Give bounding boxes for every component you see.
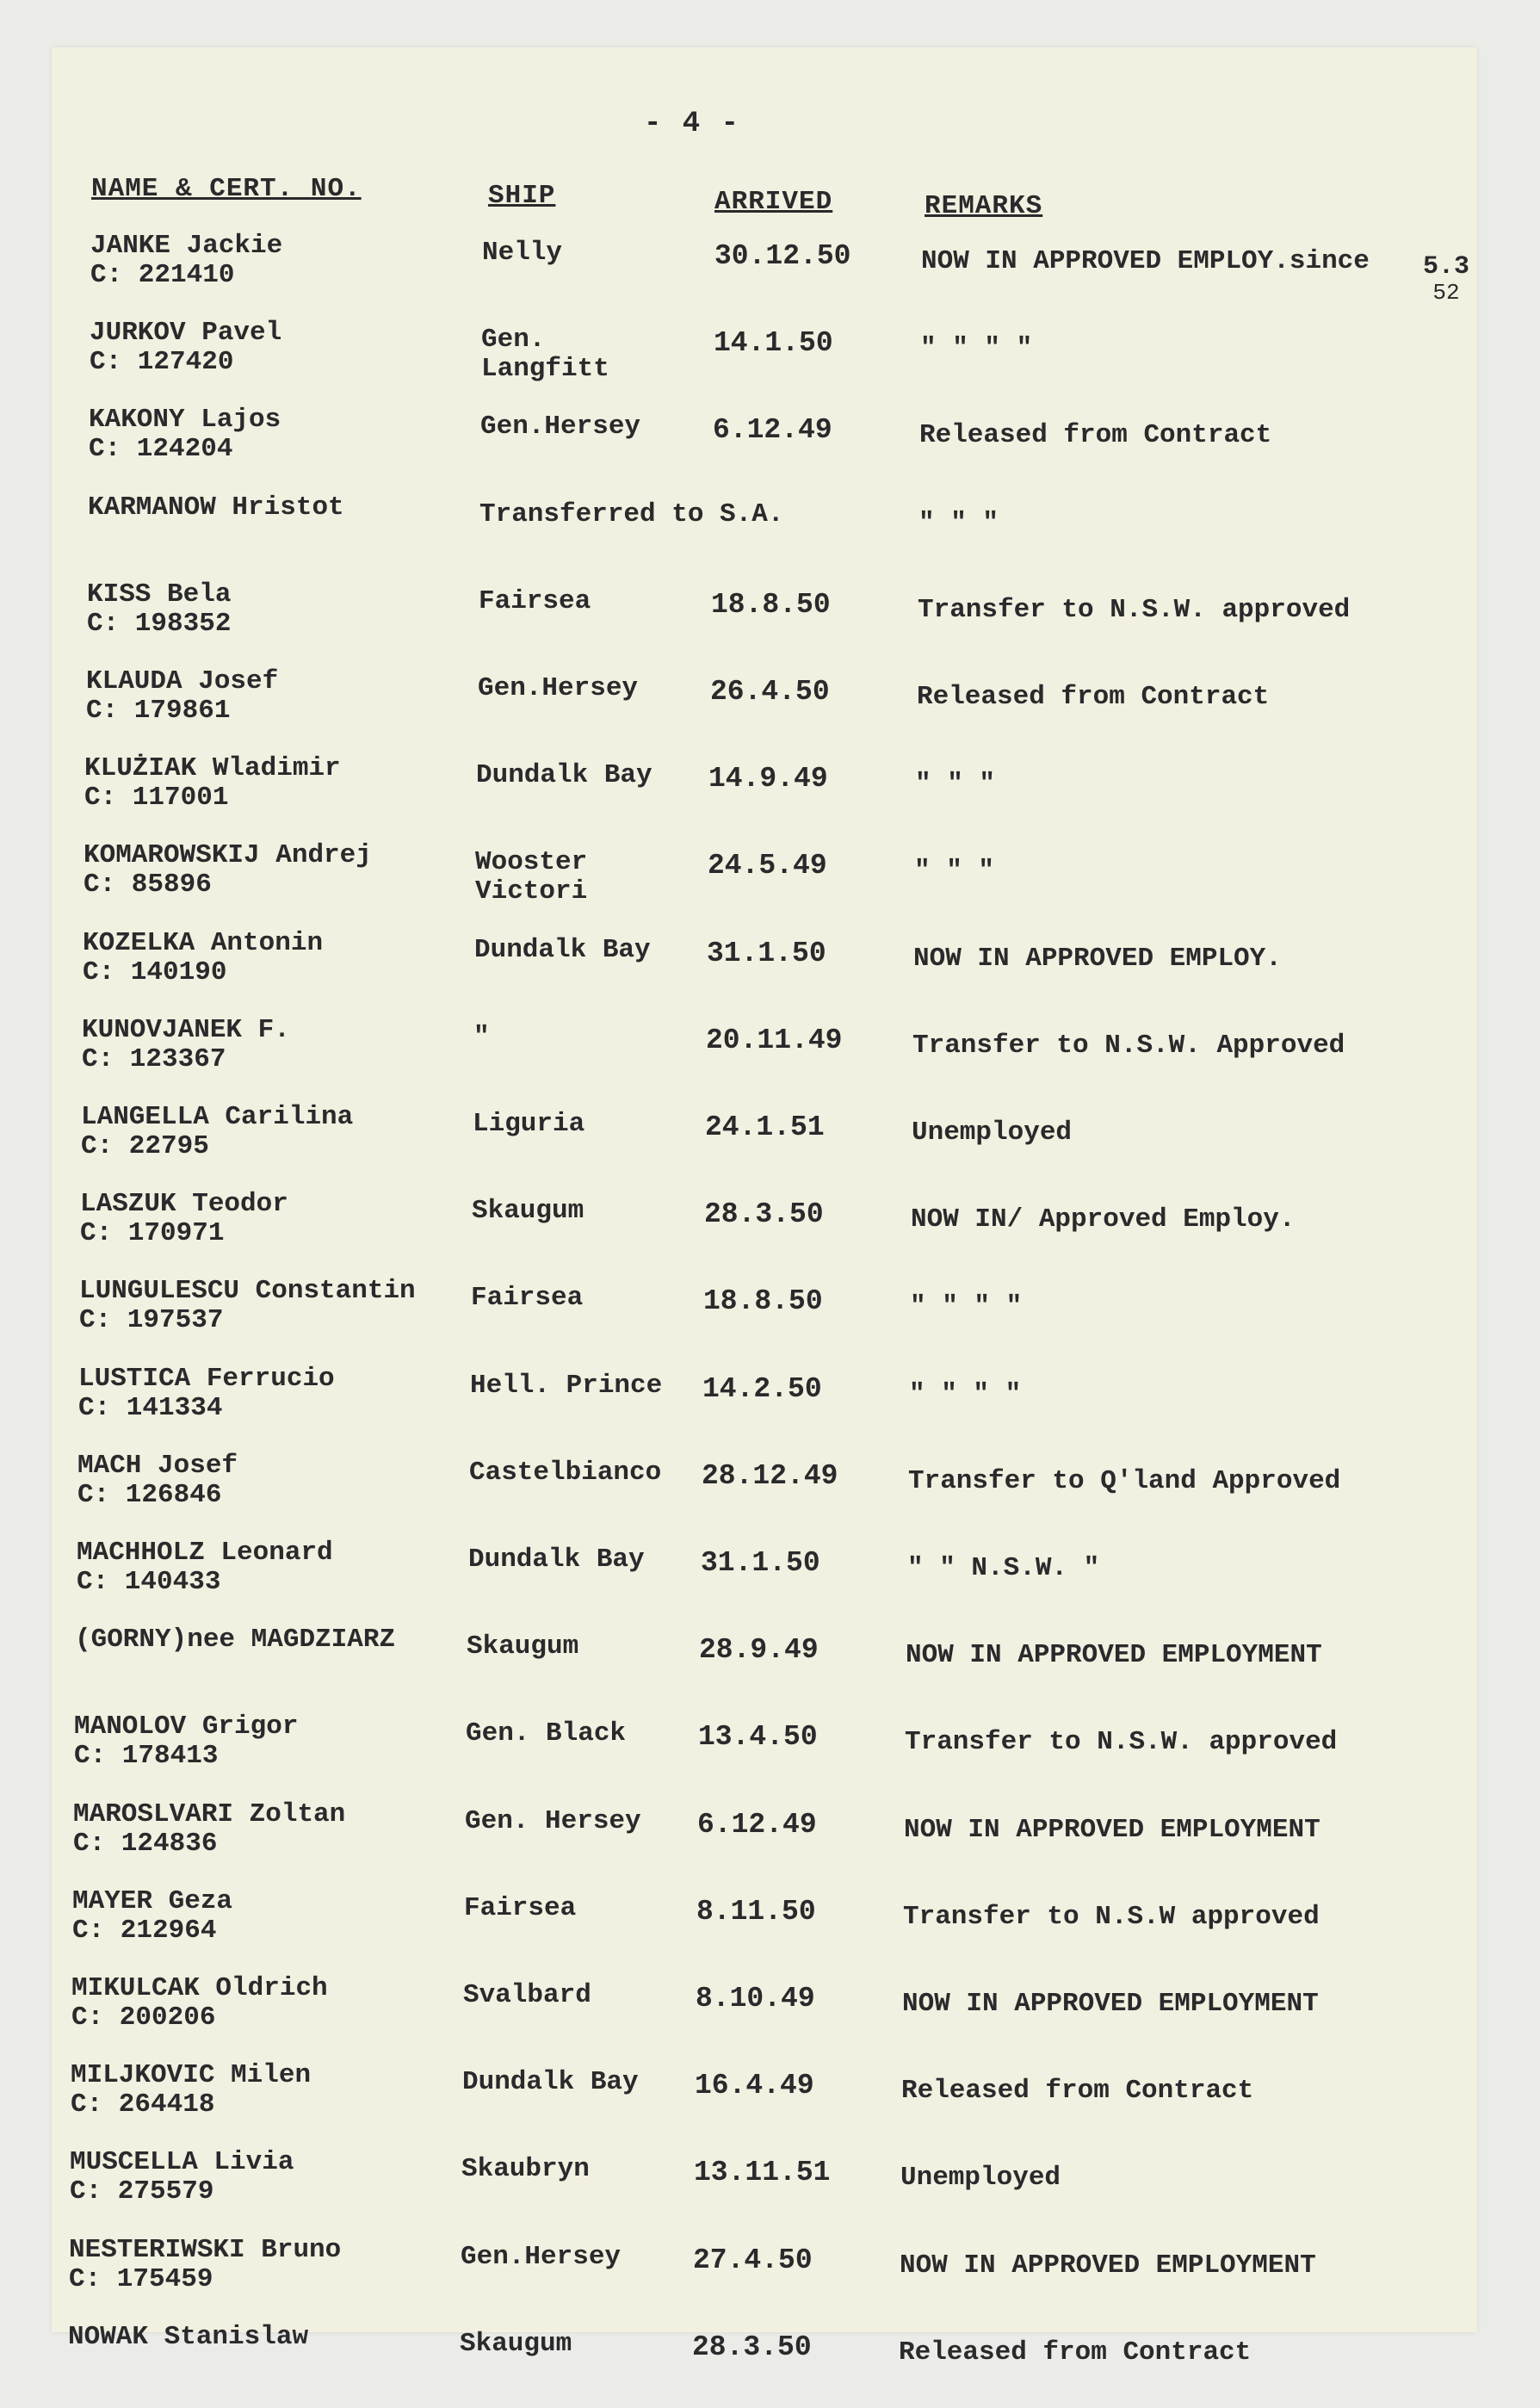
remarks: Released from Contract [901, 2076, 1254, 2106]
remarks: Unemployed [912, 1117, 1073, 1148]
ship-name: Fairsea [464, 1893, 577, 1923]
ship-name: Gen. Hersey [465, 1806, 641, 1836]
arrival-date: 16.4.49 [695, 2070, 814, 2102]
table-row [0, 1102, 1540, 1188]
table-row [0, 1451, 1540, 1537]
person-name: KOMAROWSKIJ Andrej [83, 840, 372, 870]
table-row [0, 1799, 1540, 1885]
certificate-number: C: 200206 [71, 2003, 216, 2033]
ship-name: Dundalk Bay [462, 2067, 639, 2097]
arrival-date: 14.2.50 [702, 1373, 822, 1405]
ship-name: Gen.Hersey [480, 412, 641, 442]
header-ship: SHIP [488, 181, 556, 211]
arrival-date: 27.4.50 [693, 2244, 813, 2276]
certificate-number: C: 140433 [77, 1567, 221, 1597]
arrival-date: 6.12.49 [697, 1809, 817, 1841]
arrival-date: 18.8.50 [703, 1285, 823, 1317]
page-number: - 4 - [644, 108, 741, 140]
person-name: LASZUK Teodor [80, 1189, 288, 1219]
table-row [0, 1538, 1540, 1624]
ship-name: Svalbard [463, 1980, 591, 2010]
certificate-number: C: 117001 [84, 783, 229, 813]
arrival-date: 13.4.50 [698, 1721, 818, 1753]
person-name: KLAUDA Josef [86, 666, 279, 696]
person-name: MILJKOVIC Milen [71, 2060, 312, 2090]
person-name: KARMANOW Hristot [88, 492, 344, 523]
header-name: NAME & CERT. NO. [91, 174, 362, 204]
certificate-number: C: 198352 [87, 609, 232, 639]
arrival-date: 8.11.50 [696, 1896, 816, 1928]
table-row [0, 1886, 1540, 1972]
remarks: Transfer to N.S.W. approved [905, 1727, 1338, 1757]
certificate-number: C: 127420 [90, 347, 234, 377]
certificate-number: C: 221410 [90, 260, 235, 290]
ship-name: Castelbianco [469, 1458, 662, 1488]
table-row [0, 1712, 1540, 1798]
header-arrived: ARRIVED [714, 187, 833, 217]
table-row [0, 928, 1540, 1014]
person-name: NESTERIWSKI Bruno [69, 2235, 342, 2265]
table-row [0, 318, 1540, 404]
ship-name: Dundalk Bay [474, 935, 651, 965]
certificate-number: C: 197537 [79, 1305, 224, 1335]
certificate-number: C: 212964 [72, 1916, 217, 1946]
arrival-date: 6.12.49 [713, 414, 832, 446]
table-row [0, 405, 1540, 491]
table-row [0, 1276, 1540, 1362]
ship-name: Gen. Black [466, 1718, 627, 1749]
certificate-number: C: 175459 [69, 2264, 213, 2294]
certificate-number: C: 22795 [81, 1131, 209, 1161]
table-row [0, 2322, 1540, 2408]
certificate-number: C: 141334 [78, 1393, 223, 1423]
ship-name: Dundalk Bay [476, 760, 652, 790]
person-name: MANOLOV Grigor [74, 1712, 299, 1742]
ship-name: Gen.Hersey [461, 2242, 622, 2272]
ship-name: Hell. Prince [470, 1371, 663, 1401]
arrival-date: 28.12.49 [702, 1460, 838, 1492]
arrival-date: 28.3.50 [704, 1198, 824, 1230]
remarks: NOW IN APPROVED EMPLOYMENT [900, 2250, 1316, 2281]
person-name: LUSTICA Ferrucio [78, 1364, 335, 1394]
certificate-number: C: 179861 [86, 696, 231, 726]
person-name: MAYER Geza [72, 1886, 233, 1916]
remarks: " " N.S.W. " [907, 1553, 1100, 1583]
ship-name: " [473, 1022, 490, 1052]
certificate-number: C: 123367 [82, 1044, 226, 1074]
arrival-date: 28.3.50 [692, 2331, 812, 2363]
person-name: KUNOVJANEK F. [82, 1015, 290, 1045]
remarks: NOW IN APPROVED EMPLOYMENT [902, 1989, 1319, 2019]
remarks: " " " [915, 769, 996, 799]
ship-name: Skaugum [467, 1631, 579, 1662]
remarks: Transfer to N.S.W approved [903, 1902, 1320, 1932]
arrival-date: 26.4.50 [710, 676, 830, 708]
person-name: KOZELKA Antonin [83, 928, 324, 958]
person-name: MACHHOLZ Leonard [77, 1538, 333, 1568]
certificate-number: C: 126846 [77, 1480, 222, 1510]
table-row [0, 231, 1540, 317]
ship-name: Fairsea [471, 1283, 584, 1313]
remarks: NOW IN APPROVED EMPLOYMENT [904, 1815, 1320, 1845]
table-row [0, 1625, 1540, 1711]
person-name: MUSCELLA Livia [70, 2147, 294, 2177]
person-name: LUNGULESCU Constantin [79, 1276, 416, 1306]
remarks: Transfer to Q'land Approved [908, 1466, 1341, 1496]
ship-name: Skaugum [460, 2329, 572, 2359]
remarks: " " " " [910, 1291, 1023, 1322]
arrival-date: 14.1.50 [714, 327, 833, 359]
side-note-line1: 5.3 [1423, 252, 1470, 282]
remarks: " " " [914, 856, 995, 886]
table-row [0, 1015, 1540, 1101]
remarks: NOW IN/ Approved Employ. [911, 1204, 1296, 1235]
arrival-date: 31.1.50 [707, 938, 826, 969]
certificate-number: C: 178413 [74, 1741, 219, 1771]
person-name: NOWAK Stanislaw [68, 2322, 309, 2352]
arrival-date: 28.9.49 [699, 1634, 819, 1666]
ship-name: Wooster [475, 847, 588, 877]
table-row [0, 840, 1540, 926]
ship-name: Gen. [481, 325, 546, 355]
table-row [0, 579, 1540, 665]
arrival-date: 30.12.50 [714, 240, 851, 272]
remarks: " " " " [920, 333, 1033, 363]
side-note-line2: 52 [1432, 280, 1460, 306]
remarks: Transfer to N.S.W. Approved [912, 1031, 1345, 1061]
certificate-number: C: 124204 [89, 434, 233, 464]
person-name: LANGELLA Carilina [81, 1102, 354, 1132]
remarks: Released from Contract [899, 2337, 1252, 2368]
ship-name-line2: Victori [475, 876, 588, 907]
arrival-date: 18.8.50 [711, 589, 831, 621]
person-name: MIKULCAK Oldrich [71, 1973, 328, 2003]
ship-name: Skaugum [472, 1196, 584, 1226]
remarks: Released from Contract [917, 682, 1270, 712]
table-row [0, 1189, 1540, 1275]
person-name: MACH Josef [77, 1451, 238, 1481]
certificate-number: C: 170971 [80, 1218, 225, 1248]
table-row [0, 2147, 1540, 2233]
remarks: " " " [918, 508, 999, 538]
arrival-date: 8.10.49 [696, 1983, 815, 2015]
table-row [0, 2235, 1540, 2321]
remarks: Transfer to N.S.W. approved [918, 595, 1351, 625]
person-name: MAROSLVARI Zoltan [73, 1799, 346, 1829]
ship-name: Nelly [482, 238, 563, 268]
table-row [0, 492, 1540, 579]
ship-name: Transferred to S.A. [479, 499, 784, 529]
ship-name: Dundalk Bay [468, 1544, 645, 1575]
remarks: NOW IN APPROVED EMPLOY. [913, 944, 1282, 974]
remarks: NOW IN APPROVED EMPLOYMENT [906, 1640, 1322, 1670]
ship-name: Skaubryn [461, 2154, 590, 2184]
person-name: (GORNY)nee MAGDZIARZ [75, 1625, 396, 1655]
arrival-date: 24.1.51 [705, 1111, 825, 1143]
arrival-date: 20.11.49 [706, 1024, 843, 1056]
table-row [0, 1364, 1540, 1450]
arrival-date: 31.1.50 [701, 1547, 820, 1579]
person-name: KLUŻIAK Wladimir [84, 753, 341, 783]
ship-name-line2: Langfitt [481, 354, 609, 384]
arrival-date: 14.9.49 [708, 763, 828, 795]
table-row [0, 2060, 1540, 2146]
person-name: JURKOV Pavel [90, 318, 282, 348]
arrival-date: 13.11.51 [694, 2157, 831, 2188]
arrival-date: 24.5.49 [708, 850, 827, 882]
table-row [0, 666, 1540, 752]
remarks: Released from Contract [919, 420, 1272, 450]
table-row [0, 1973, 1540, 2059]
remarks: NOW IN APPROVED EMPLOY.since [921, 246, 1370, 276]
certificate-number: C: 275579 [70, 2176, 214, 2207]
ship-name: Gen.Hersey [478, 673, 639, 703]
header-remarks: REMARKS [925, 191, 1043, 221]
certificate-number: C: 264418 [71, 2089, 215, 2120]
person-name: KISS Bela [87, 579, 232, 610]
certificate-number: C: 85896 [83, 870, 212, 900]
certificate-number: C: 124836 [73, 1829, 218, 1859]
table-row [0, 753, 1540, 839]
remarks: " " " " [909, 1379, 1022, 1409]
person-name: JANKE Jackie [90, 231, 283, 261]
remarks: Unemployed [900, 2163, 1061, 2193]
certificate-number: C: 140190 [83, 957, 227, 987]
ship-name: Liguria [473, 1109, 585, 1139]
ship-name: Fairsea [479, 586, 591, 616]
person-name: KAKONY Lajos [89, 405, 281, 435]
